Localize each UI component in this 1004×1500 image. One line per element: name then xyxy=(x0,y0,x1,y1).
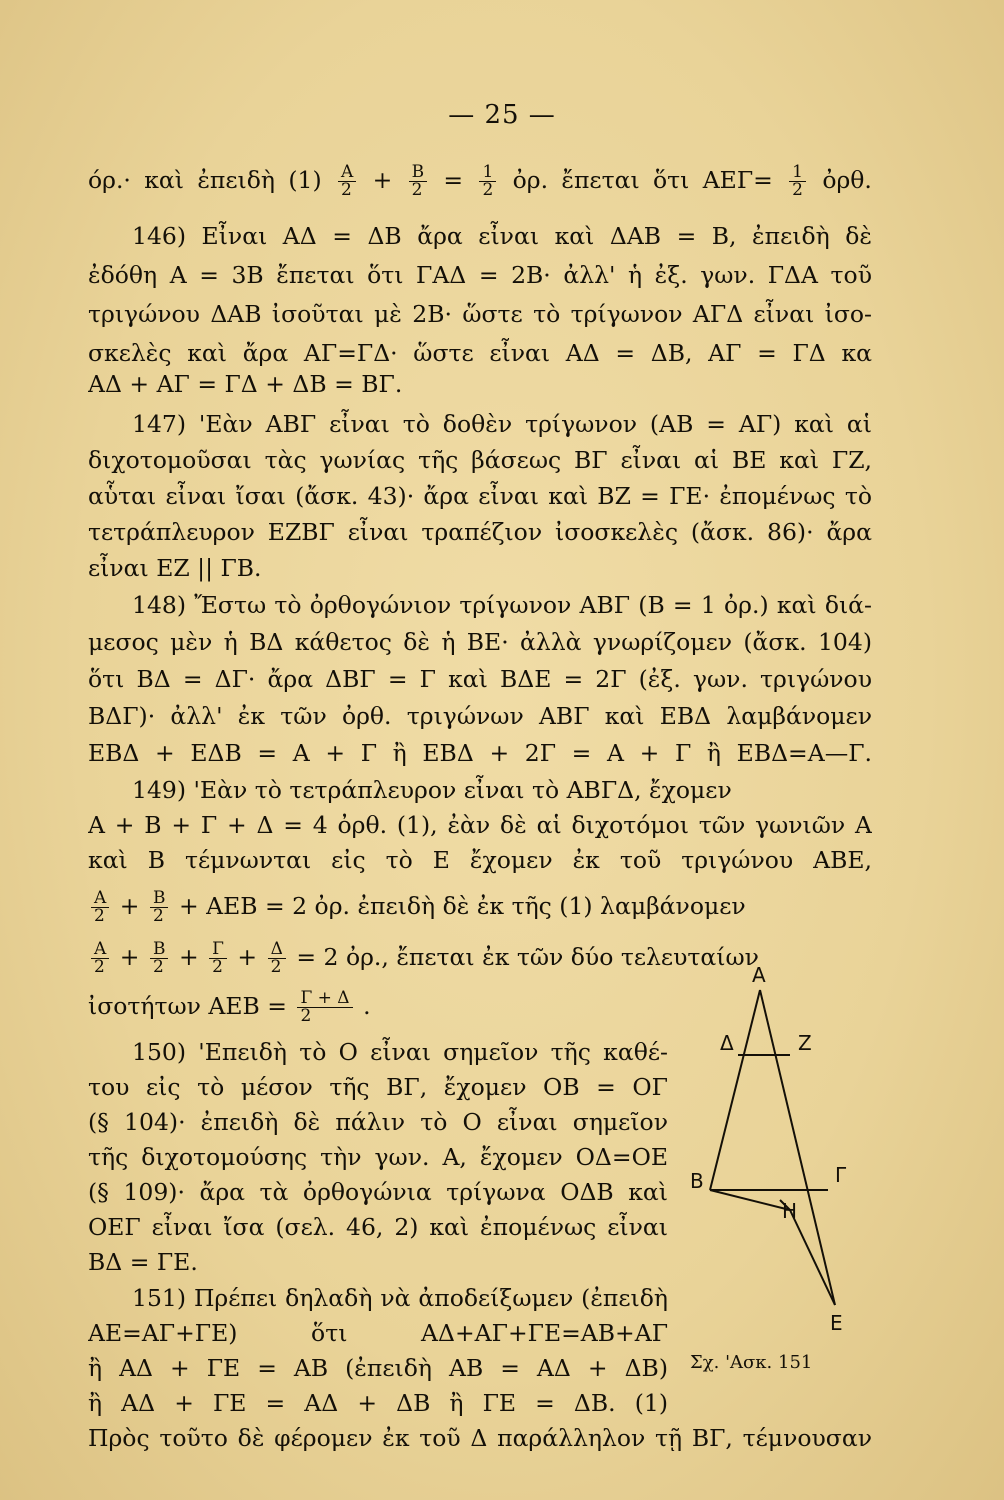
text-line-31: ΑΕ=ΑΓ+ΓΕ) ὅτι ΑΔ+ΑΓ+ΓΕ=ΑΒ+ΑΓ xyxy=(88,1319,668,1347)
text-line-3: ἐδόθη Α = 3Β ἔπεται ὅτι ΓΑΔ = 2Β· ἀλλ' ἡ ἐξ. γων. ΓΔΑ τοῦ xyxy=(88,261,872,289)
label-D: Δ xyxy=(720,1031,734,1055)
text-line-17: 149) 'Εὰν τὸ τετράπλευρον εἶναι τὸ ΑΒΓΔ, ἔχομεν xyxy=(132,776,732,804)
text-line-8: διχοτομοῦσαι τὰς γωνίας τῆς βάσεως ΒΓ εἶναι αἱ ΒΕ καὶ ΓΖ, xyxy=(88,446,872,474)
page-number: — 25 — xyxy=(448,100,556,130)
text-segment: . xyxy=(363,992,371,1020)
text-line-33: ἢ ΑΔ + ΓΕ = ΑΔ + ΔΒ ἢ ΓΕ = ΔΒ. (1) xyxy=(88,1389,668,1417)
text-line-13: μεσος μὲν ἡ ΒΔ κάθετος δὲ ἡ ΒΕ· ἀλλὰ γνωρίζομεν (ἄσκ. 104) xyxy=(88,628,872,656)
fraction-1-over-2: $\frac{1}{2}$ xyxy=(479,164,496,199)
text-line-2: 146) Εἶναι ΑΔ = ΔΒ ἄρα εἶναι καὶ ΔΑΒ = Β, ἐπειδὴ δὲ xyxy=(132,222,872,250)
text-line-19: καὶ Β τέμνωνται εἰς τὸ Ε ἔχομεν ἐκ τοῦ τριγώνου ΑΒΕ, xyxy=(88,846,872,874)
text-line-34: Πρὸς τοῦτο δὲ φέρομεν ἐκ τοῦ Δ παράλληλον τῇ ΒΓ, τέμνουσαν xyxy=(88,1424,872,1452)
text-line-5: σκελὲς καὶ ἄρα ΑΓ=ΓΔ· ὥστε εἶναι ΑΔ = ΔΒ, ΑΓ = ΓΔ κα xyxy=(88,339,872,367)
text-line-23: 150) 'Επειδὴ τὸ Ο εἶναι σημεῖον τῆς καθέ- xyxy=(132,1038,668,1066)
geometry-figure xyxy=(690,960,880,1360)
label-A: Α xyxy=(752,963,766,987)
text-line-14: ὅτι ΒΔ = ΔΓ· ἄρα ΔΒΓ = Γ καὶ ΒΔΕ = 2Γ (ἐξ. γων. τριγώνου xyxy=(88,665,872,693)
label-B: Β xyxy=(690,1169,704,1193)
text-segment: ἰσοτήτων ΑΕΒ = xyxy=(88,992,287,1020)
fraction-A-over-2: $\frac{A}{2}$ xyxy=(91,890,109,925)
text-line-21: $\frac{A}{2}$ + $\frac{B}{2}$ + $\frac{\Gamma}{2}$ + $\frac{\Delta}{2}$ = 2 ὀρ., ἔπεται ἐκ τῶν δύο τελευταίων xyxy=(88,933,872,981)
text-segment: ὀρ. ἔπεται ὅτι ΑΕΓ= xyxy=(512,166,773,194)
text-line-28: ΟΕΓ εἶναι ἴσα (σελ. 46, 2) καὶ ἐπομένως εἶναι xyxy=(88,1213,668,1241)
fraction-1-over-2: $\frac{1}{2}$ xyxy=(789,164,806,199)
text-line-24: του εἰς τὸ μέσον τῆς ΒΓ, ἔχομεν ΟΒ = ΟΓ xyxy=(88,1073,668,1101)
text-segment: όρ.· καὶ ἐπειδὴ (1) xyxy=(88,166,322,194)
text-line-26: τῆς διχοτομούσης τὴν γων. Α, ἔχομεν ΟΔ=ΟΕ xyxy=(88,1143,668,1171)
text-line-12: 148) Ἔστω τὸ ὀρθογώνιον τρίγωνον ΑΒΓ (Β = 1 ὀρ.) καὶ διά- xyxy=(132,591,872,619)
figure-caption: Σχ. 'Ασκ. 151 xyxy=(690,1352,813,1373)
label-G: Γ xyxy=(835,1163,847,1187)
text-line-9: αὗται εἶναι ἴσαι (ἄσκ. 43)· ἄρα εἶναι καὶ ΒΖ = ΓΕ· ἐπομένως τὸ xyxy=(88,482,872,510)
label-H: Η xyxy=(782,1199,798,1223)
text-line-4: τριγώνου ΔΑΒ ἰσοῦται μὲ 2Β· ὥστε τὸ τρίγωνον ΑΓΔ εἶναι ἰσο- xyxy=(88,300,872,328)
segment-BH xyxy=(710,1190,790,1210)
text-segment: = 2 ὀρ., ἔπεται ἐκ τῶν δύο τελευταίων xyxy=(296,943,759,971)
segment-AB xyxy=(710,990,760,1190)
label-Z: Z xyxy=(798,1031,812,1055)
text-segment: + ΑΕΒ = 2 ὀρ. ἐπειδὴ δὲ ἐκ τῆς (1) λαμβάνομεν xyxy=(178,892,746,920)
fraction-G-over-2: $\frac{\Gamma}{2}$ xyxy=(209,941,227,976)
text-line-29: ΒΔ = ΓΕ. xyxy=(88,1248,198,1276)
fraction-GD-over-2: $\frac{\Gamma + \Delta}{2}$ xyxy=(297,990,352,1025)
plus-sign: + xyxy=(372,166,393,194)
text-line-32: ἢ ΑΔ + ΓΕ = ΑΒ (ἐπειδὴ ΑΒ = ΑΔ + ΔΒ) xyxy=(88,1354,668,1382)
text-line-10: τετράπλευρον ΕΖΒΓ εἶναι τραπέζιον ἰσοσκελὲς (ἄσκ. 86)· ἄρα xyxy=(88,518,872,546)
label-E: Ε xyxy=(830,1311,843,1335)
text-line-30: 151) Πρέπει δηλαδὴ νὰ ἀποδείξωμεν (ἐπειδὴ xyxy=(132,1284,668,1312)
equals-sign: = xyxy=(443,166,464,194)
text-line-6: ΑΔ + ΑΓ = ΓΔ + ΔΒ = ΒΓ. xyxy=(88,370,403,398)
fraction-A-over-2: $\frac{A}{2}$ xyxy=(338,164,356,199)
text-line-7: 147) 'Εὰν ΑΒΓ εἶναι τὸ δοθὲν τρίγωνον (ΑΒ = ΑΓ) καὶ αἱ xyxy=(132,410,872,438)
text-line-27: (§ 109)· ἄρα τὰ ὀρθογώνια τρίγωνα ΟΔΒ καὶ xyxy=(88,1178,668,1206)
text-line-20 xyxy=(88,882,872,930)
fraction-B-over-2: $\frac{B}{2}$ xyxy=(150,890,169,925)
text-line-11: εἶναι ΕΖ || ΓΒ. xyxy=(88,554,262,582)
fraction-B-over-2: $\frac{B}{2}$ xyxy=(150,941,169,976)
text-line-1 xyxy=(88,160,872,200)
segment-HE xyxy=(790,1210,835,1305)
fraction-A-over-2: $\frac{A}{2}$ xyxy=(91,941,109,976)
text-line-16: ΕΒΔ + ΕΔΒ = Α + Γ ἢ ΕΒΔ + 2Γ = Α + Γ ἢ ΕΒΔ=Α—Γ. xyxy=(88,739,872,767)
text-segment: ὀρθ. xyxy=(822,166,872,194)
plus-sign: + xyxy=(119,892,140,920)
fraction-D-over-2: $\frac{\Delta}{2}$ xyxy=(268,941,286,976)
text-line-25: (§ 104)· ἐπειδὴ δὲ πάλιν τὸ Ο εἶναι σημεῖον xyxy=(88,1108,668,1136)
text-line-22 xyxy=(88,982,668,1030)
text-line-18: Α + Β + Γ + Δ = 4 ὀρθ. (1), ἐὰν δὲ αἱ διχοτόμοι τῶν γωνιῶν Α xyxy=(88,811,872,839)
fraction-B-over-2: $\frac{B}{2}$ xyxy=(409,164,428,199)
text-line-15: ΒΔΓ)· ἀλλ' ἐκ τῶν ὀρθ. τριγώνων ΑΒΓ καὶ ΕΒΔ λαμβάνομεν xyxy=(88,702,872,730)
